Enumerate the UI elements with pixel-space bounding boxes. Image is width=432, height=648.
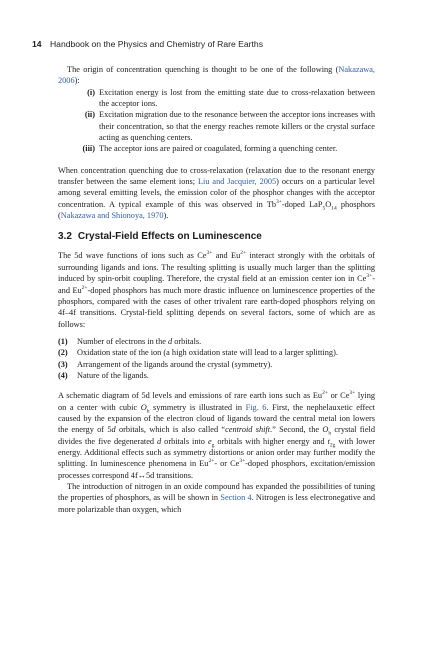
list-item: (iii) The acceptor ions are paired or coagulated, forming a quenching center. — [82, 144, 338, 154]
running-header — [32, 39, 263, 49]
list-item: (1) Number of electrons in the d orbitals. — [58, 336, 202, 346]
figure-link[interactable]: Fig. 6 — [245, 402, 267, 412]
section-link[interactable]: Section 4 — [220, 493, 252, 503]
list-item: (4) Nature of the ligands. — [58, 370, 149, 380]
running-title: Handbook on the Physics and Chemistry of Rare Earths — [49, 39, 263, 49]
schematic-paragraph: A schematic diagram of 5d levels and emissions of rare earth ions such as $Eu^{2+}$ or $Ce^{3+}$ lying on a center with cubic $O_h$ symmetry is illustrated in Fig. 6. First, the nephelauxetic effect caused by the expansion of the electron cloud of ligands toward the central metal ion lowers the energy of 5d orbitals, which is also called “centroid shift.” Second, the $O_h$ crystal field divides the five degenerated d orbitals into $e_g$ orbitals with higher energy and $t_{2g}$ with lower energy. Additional effects such as symmetry distortions or anion order may further modify the splitting. In luminescence phenomena in $Eu^{2+}-$ or $Ce^{3+}$-doped phosphors, excitation/emission processes correspond 4f↔5d transitions. — [58, 390, 375, 480]
section-heading: 3.2 Crystal-Field Effects on Luminescence — [58, 231, 262, 243]
nitrogen-paragraph: The introduction of nitrogen in an oxide compound has expanded the possibilities of tuning the properties of phosphors, as will be shown in Section 4. Nitrogen is less electronegative and more polarizable than oxygen, which — [58, 482, 375, 514]
intro-paragraph: The origin of concentration quenching is thought to be one of the following (Nakazawa, 2006): — [58, 65, 375, 86]
citation-link[interactable]: Nakazawa, 2006 — [58, 65, 375, 86]
crystal-field-paragraph: The 5d wave functions of ions such as $Ce^{3+}$ and $Eu^{2+}$ interact strongly with the orbitals of surrounding ligands and ions. The resulting splitting is usually much larger than the splitting induced by spin-orbit coupling. Therefore, the crystal field at an emission center ion in $Ce^{3+}-$ and $Eu^{2+}$-doped phosphors has much more drastic influence on luminescence properties of the phosphors, compared with the cases of other trivalent rare earth-doped phosphors relying on 4f–4f transitions. Crystal-field splitting depends on several factors, some of which are as follows: — [58, 250, 375, 329]
body-text — [58, 64, 375, 515]
citation-link[interactable]: Liu and Jacquier, 2005 — [197, 177, 277, 187]
cross-relaxation-paragraph: When concentration quenching due to cross-relaxation (relaxation due to the resonant energy transfer between the same element ions; Liu and Jacquier, 2005) occurs on a particular level among several emitting levels, the emission color of the phosphor changes with the acceptor concentration. A typical example of this was observed in $Tb^{3+}$-doped $LaP_5O_{14}$ phosphors (Nakazawa and Shionoya, 1970). — [58, 165, 376, 221]
list-item: (i) Excitation energy is lost from the emitting state due to cross-relaxation between the acceptor ions. — [87, 87, 375, 109]
list-item: (3) Arrangement of the ligands around the crystal (symmetry). — [58, 359, 273, 369]
quenching-causes-list — [75, 87, 375, 155]
page-number: 14 — [32, 39, 42, 49]
list-item: (2) Oxidation state of the ion (a high oxidation state will lead to a larger splitting). — [58, 348, 338, 358]
citation-link[interactable]: Nakazawa and Shionoya, 1970 — [60, 211, 164, 221]
splitting-factors-list — [58, 336, 375, 381]
list-item: (ii) Excitation migration due to the resonance between the acceptor ions increases with their concentration, so that the energy reaches remote killers or the crystal surface acting as quenching centers. — [84, 110, 375, 143]
